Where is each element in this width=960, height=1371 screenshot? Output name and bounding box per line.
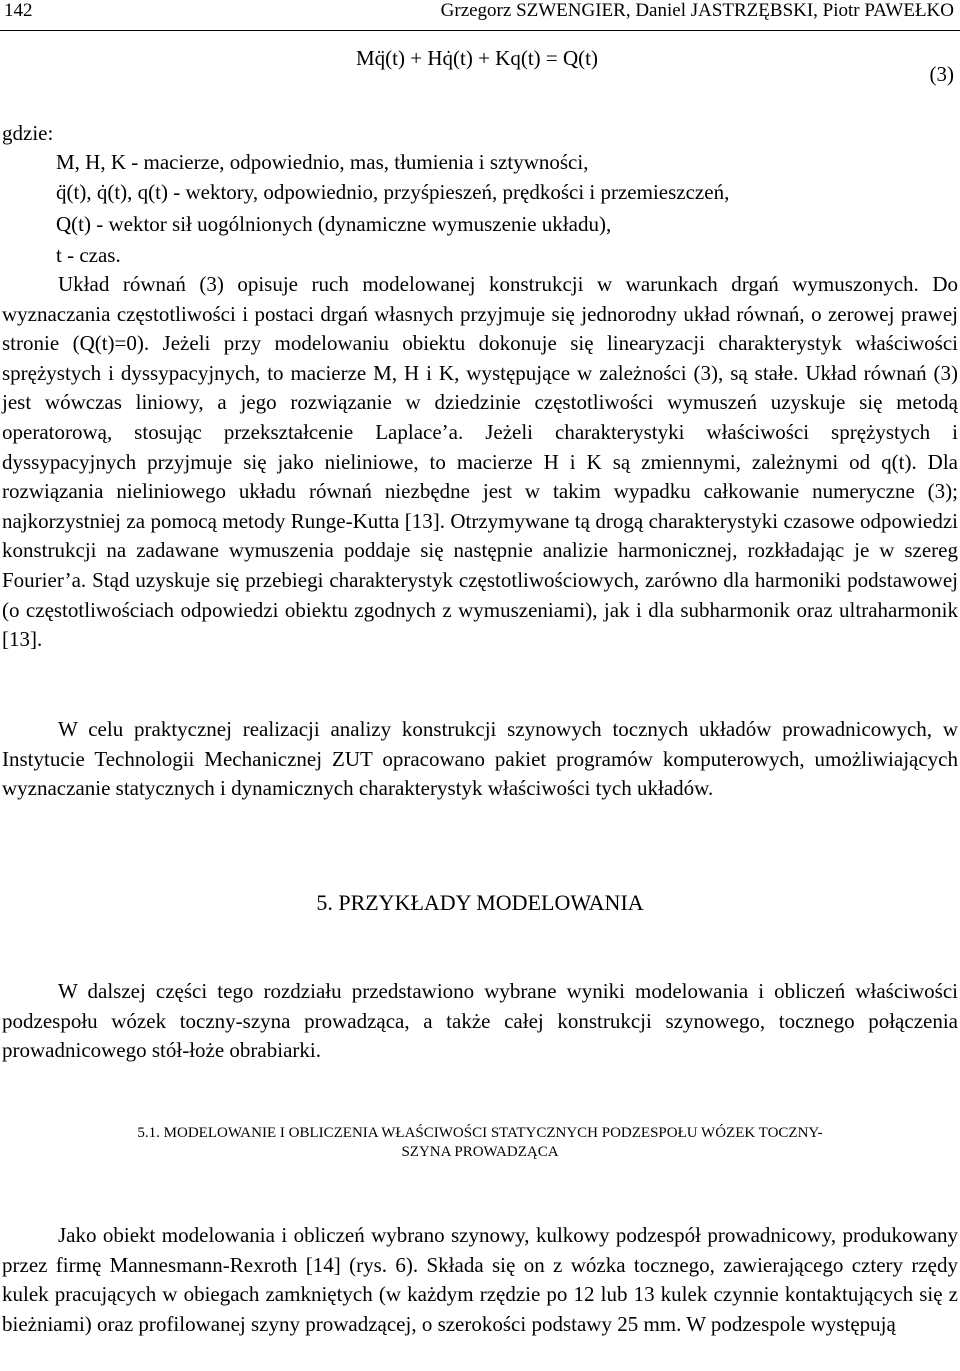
running-header	[0, 0, 960, 31]
subsection-title	[0, 1124, 960, 1162]
definitions-intro: gdzie:	[2, 121, 54, 145]
definition-time: t - czas.	[56, 243, 121, 267]
definition-force-vector: Q(t) - wektor sił uogólnionych (dynamiczne wymuszenie układu),	[56, 212, 612, 236]
header-authors: Grzegorz SZWENGIER, Daniel JASTRZĘBSKI, Piotr PAWEŁKO	[440, 0, 954, 21]
subsection-title-line-2: SZYNA PROWADZĄCA	[401, 1144, 559, 1160]
subsection-title-line-1: 5.1. MODELOWANIE I OBLICZENIA WŁAŚCIWOŚCI STATYCZNYCH PODZESPOŁU WÓZEK TOCZNY-	[137, 1125, 823, 1141]
paragraph-section-intro: W dalszej części tego rozdziału przedstawiono wybrane wyniki modelowania i obliczeń właściwości podzespołu wózek toczny-szyna prowadząca, a także całej konstrukcji szynowego, tocznego połączenia prowadnicowego stół-łoże obrabiarki.	[2, 979, 958, 1063]
definition-matrices: M, H, K - macierze, odpowiednio, mas, tłumienia i sztywności,	[56, 150, 589, 174]
equation-number: (3)	[929, 62, 954, 86]
paragraph-equation-description: Układ równań (3) opisuje ruch modelowanej konstrukcji w warunkach drgań wymuszonych. Do wyznaczania częstotliwości i postaci drgań własnych przyjmuje się jednorodny układ równań, o zerowej prawej stronie (Q(t)=0). Jeżeli przy modelowaniu obiektu dokonuje się linearyzacji charakterystyk właściwości sprężystych i dyssypacyjnych, to macierze M, H i K, występujące w zależności (3), są stałe. Układ równań (3) jest wówczas liniowy, a jego rozwiązanie w dziedzinie częstotliwości wymuszeń uzyskuje się metodą operatorową, stosując przekształcenie Laplace’a. Jeżeli charakterystyki właściwości sprężystych i dyssypacyjnych przyjmuje się jako nieliniowe, to macierze H i K są zmiennymi, zależnymi od q(t). Dla rozwiązania nieliniowego układu równań niezbędne jest w takim wypadku całkowanie numeryczne (3); najkorzystniej za pomocą metody Runge-Kutta [13]. Otrzymywane tą drogą charakterystyki czasowe odpowiedzi konstrukcji na zadawane wymuszenia poddaje się następnie analizie harmonicznej, rozkładając je w szereg Fourier’a. Stąd uzyskuje się przebiegi charakterystyk częstotliwościowych, zarówno dla harmoniki podstawowej (o częstotliwościach odpowiedzi obiektu zgodnych z wymuszeniami), jak i dla subharmonik oraz ultraharmonik [13].	[2, 272, 958, 652]
page-number: 142	[4, 0, 33, 21]
definition-vectors: q̈(t), q̇(t), q(t) - wektory, odpowiednio, przyśpieszeń, prędkości i przemieszczeń,	[56, 180, 730, 204]
section-title: 5. PRZYKŁADY MODELOWANIA	[316, 890, 644, 915]
paragraph-software-package: W celu praktycznej realizacji analizy konstrukcji szynowych tocznych układów prowadnicowych, w Instytucie Technologii Mechanicznej ZUT opracowano pakiet programów komputerowych, umożliwiających wyznaczanie statycznych i dynamicznych charakterystyk właściwości tych układów.	[2, 717, 958, 801]
paragraph-subsection-intro: Jako obiekt modelowania i obliczeń wybrano szynowy, kulkowy podzespół prowadnicowy, produkowany przez firmę Mannesmann-Rexroth [14] (rys. 6). Składa się on z wózka tocznego, zawierającego cztery rzędy kulek pracujących w obiegach zamkniętych (w każdym rzędzie po 12 lub 13 kulek czynnie kontaktujących się z bieżniami) oraz profilowanej szyny prowadzącej, o szerokości podstawy 25 mm. W podzespole występują	[2, 1223, 958, 1336]
equation-3: Mq̈(t) + Hq̇(t) + Kq(t) = Q(t)	[356, 46, 598, 70]
